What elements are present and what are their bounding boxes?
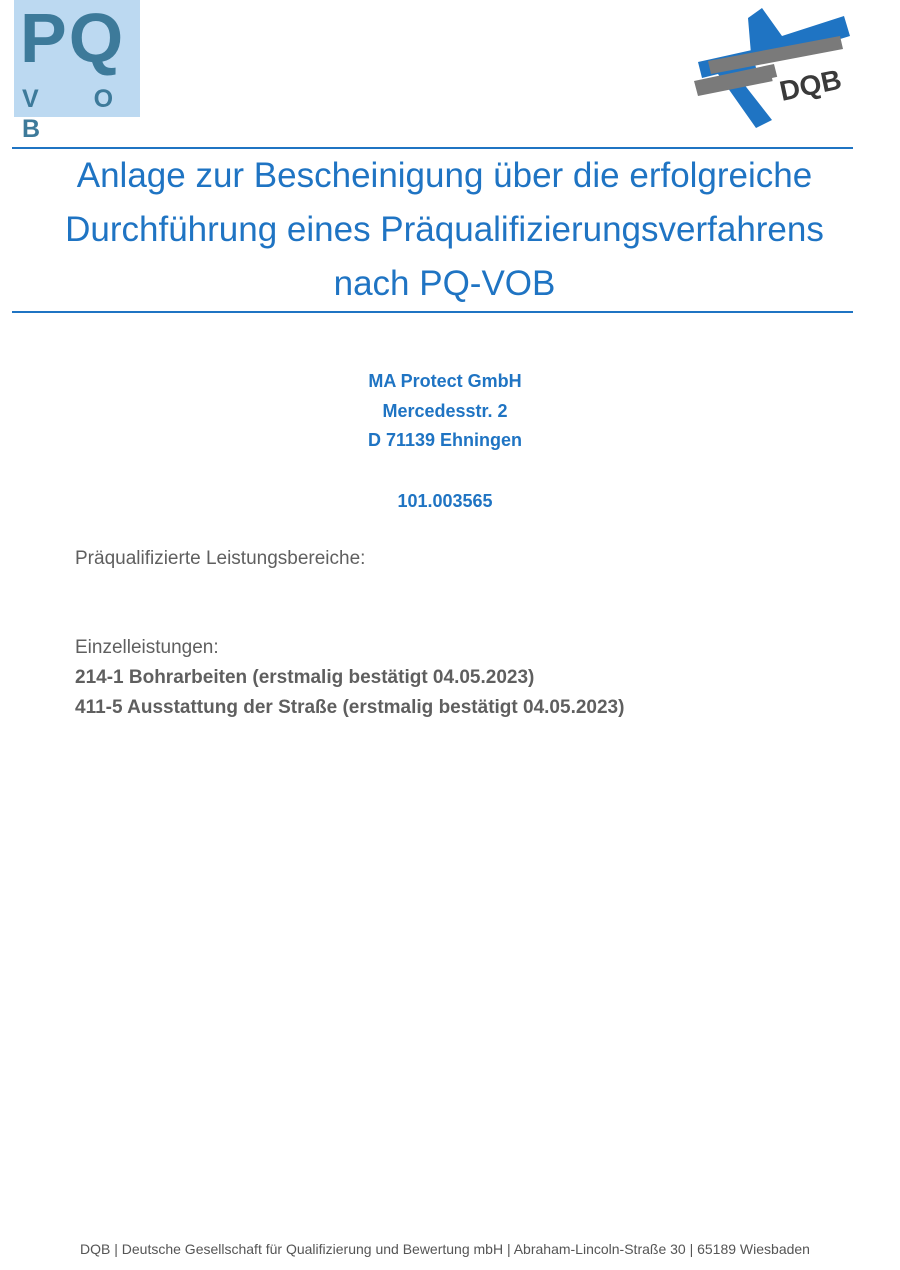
title-line-2: Durchführung eines Präqualifizierungsverfahrens xyxy=(65,210,824,249)
vob-logo-text: V O B xyxy=(22,85,138,143)
registration-number: 101.003565 xyxy=(397,491,493,511)
pq-vob-logo xyxy=(14,0,140,143)
title-line-1: Anlage zur Bescheinigung über die erfolgreiche xyxy=(76,156,813,195)
prequalified-areas-label: Präqualifizierte Leistungsbereiche: xyxy=(75,548,366,569)
service-item: 214-1 Bohrarbeiten (erstmalig bestätigt 04.05.2023) xyxy=(75,667,535,688)
title-line-3: nach PQ-VOB xyxy=(333,264,556,303)
dqb-logo xyxy=(690,6,856,130)
page-title xyxy=(12,148,877,311)
title-bottom-rule xyxy=(12,311,853,313)
individual-services-label: Einzelleistungen: xyxy=(75,637,219,658)
pq-logo-text: PQ xyxy=(20,0,126,77)
company-city: D 71139 Ehningen xyxy=(367,430,523,450)
dqb-logo-text: DQB xyxy=(776,63,845,107)
company-name: MA Protect GmbH xyxy=(368,371,522,391)
service-item: 411-5 Ausstattung der Straße (erstmalig bestätigt 04.05.2023) xyxy=(75,697,625,718)
footer-address: DQB | Deutsche Gesellschaft für Qualifizierung und Bewertung mbH | Abraham-Lincoln-Straße 30 | 65189 Wiesbaden xyxy=(80,1241,810,1257)
company-street: Mercedesstr. 2 xyxy=(382,401,508,421)
